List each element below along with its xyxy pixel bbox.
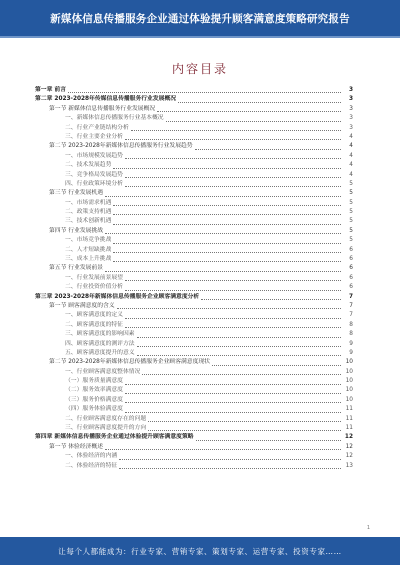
toc-entry-page: 11 [345, 406, 353, 413]
toc-entry[interactable] [35, 330, 353, 339]
toc-entry-text: 二、行业顾客满意度存在的问题 [65, 415, 147, 422]
page-header [0, 0, 400, 36]
toc-entry[interactable] [35, 387, 353, 396]
toc-entry-text: 一、新媒体信息传播服务行业基本概况 [65, 115, 164, 122]
toc-entry[interactable] [35, 95, 353, 104]
toc-entry[interactable] [35, 358, 353, 367]
toc-entry[interactable] [35, 293, 353, 302]
toc-entry-text: 第一章 前言 [35, 86, 67, 93]
toc-entry-text: 二、人才短缺挑战 [65, 246, 112, 253]
toc-dot-leader [125, 326, 341, 328]
toc-entry[interactable] [35, 340, 353, 349]
toc-entry-page: 9 [349, 340, 353, 347]
toc-dot-leader [178, 101, 341, 103]
toc-dot-leader [166, 120, 341, 122]
toc-entry-page: 11 [345, 425, 353, 432]
toc-entry-page: 6 [349, 265, 353, 272]
toc-entry-page: 10 [345, 387, 353, 394]
toc-dot-leader [196, 439, 341, 441]
toc-entry-page: 5 [349, 218, 353, 225]
page-footer [0, 537, 400, 565]
toc-entry-text: 二、行业投资价值分析 [65, 284, 123, 291]
toc-dot-leader [113, 204, 341, 206]
toc-entry[interactable] [35, 321, 353, 330]
toc-entry-page: 3 [348, 86, 353, 93]
toc-entry-text: 三、竞争格局发展趋势 [65, 171, 123, 178]
toc-entry[interactable] [35, 443, 353, 452]
toc-entry[interactable] [35, 246, 353, 255]
toc-entry-text: 第二节 2023-2028年新媒体信息传播服务行业发展趋势 [49, 143, 193, 150]
toc-entry-text: 三、行业顾客满意度提升的方向 [65, 425, 147, 432]
toc-dot-leader [148, 420, 341, 422]
toc-dot-leader [125, 279, 341, 281]
toc-entry-text: 三、顾客满意度的影响因素 [65, 331, 135, 338]
toc-entry-text: 四、顾客满意度的测评方法 [65, 340, 135, 347]
toc-entry-page: 5 [349, 209, 353, 216]
toc-dot-leader [125, 401, 341, 403]
toc-entry[interactable] [35, 199, 353, 208]
toc-entry-page: 5 [349, 237, 353, 244]
toc-entry-page: 10 [345, 368, 353, 375]
toc-entry[interactable] [35, 368, 353, 377]
toc-entry[interactable] [35, 302, 353, 311]
toc-entry-page: 5 [349, 180, 353, 187]
toc-entry[interactable] [35, 405, 353, 414]
toc-entry-page: 9 [349, 349, 353, 356]
toc-dot-leader [117, 307, 341, 309]
toc-entry[interactable] [35, 311, 353, 320]
toc-entry[interactable] [35, 452, 353, 461]
toc-entry-text: （一）服务质量满意度 [65, 378, 123, 385]
toc-dot-leader [119, 467, 341, 469]
toc-dot-leader [131, 129, 341, 131]
toc-entry-text: 二、体验经济的特征 [65, 462, 118, 469]
toc-dot-leader [113, 167, 341, 169]
toc-entry[interactable] [35, 171, 353, 180]
toc-dot-leader [137, 345, 341, 347]
toc-dot-leader [113, 242, 341, 244]
toc-dot-leader [125, 289, 341, 291]
toc-entry-text: 一、行业发展前景展望 [65, 274, 123, 281]
toc-dot-leader [113, 223, 341, 225]
toc-entry-text: 二、政策支持机遇 [65, 209, 112, 216]
toc-entry-text: 第三节 行业发展机遇 [49, 190, 104, 197]
toc-entry-page: 11 [345, 415, 353, 422]
toc-dot-leader [148, 429, 341, 431]
toc-entry-text: 一、市场竞争挑战 [65, 237, 112, 244]
toc-dot-leader [105, 448, 341, 450]
toc-entry-text: 第一节 体验经济概述 [49, 443, 104, 450]
toc-dot-leader [142, 373, 341, 375]
toc-entry-text: 一、市场规模发展趋势 [65, 152, 123, 159]
toc-entry[interactable] [35, 227, 353, 236]
toc-entry-text: 四、行业政策环境分析 [65, 180, 123, 187]
toc-entry-page: 4 [349, 171, 353, 178]
toc-entry-text: 第四节 行业发展挑战 [49, 227, 104, 234]
toc-entry[interactable] [35, 377, 353, 386]
toc-dot-leader [125, 157, 341, 159]
toc-entry-page: 13 [345, 462, 353, 469]
toc-entry[interactable] [35, 349, 353, 358]
toc-dot-leader [125, 138, 341, 140]
toc-entry[interactable] [35, 86, 353, 95]
toc-dot-leader [201, 298, 341, 300]
toc-entry-text: 第二章 2023-2028年传媒信息传播服务行业发展概况 [35, 96, 177, 103]
report-title: 新媒体信息传播服务企业通过体验提升顾客满意度策略研究报告 [50, 13, 350, 25]
toc-entry[interactable] [35, 236, 353, 245]
toc-entry-page: 12 [344, 434, 353, 441]
toc-dot-leader [125, 176, 341, 178]
toc-entry[interactable] [35, 396, 353, 405]
toc-entry-page: 4 [349, 133, 353, 140]
toc-entry-page: 3 [349, 105, 353, 112]
toc-entry-page: 6 [349, 246, 353, 253]
toc-entry-text: 三、行业主要企业分析 [65, 133, 123, 140]
toc-entry-page: 4 [349, 143, 353, 150]
toc-entry-page: 5 [349, 199, 353, 206]
toc-entry-text: 一、行业顾客满意度整体情况 [65, 368, 141, 375]
toc-entry[interactable] [35, 462, 353, 471]
toc-entry[interactable] [35, 255, 353, 264]
toc-entry-text: 第二节 2023-2028年新媒体信息传播服务企业顾客满意度现状 [49, 359, 210, 366]
toc-entry-page: 7 [349, 302, 353, 309]
toc-dot-leader [137, 336, 341, 338]
toc-entry-page: 3 [349, 124, 353, 131]
toc-entry[interactable] [35, 152, 353, 161]
toc-dot-leader [157, 110, 341, 112]
toc-dot-leader [113, 260, 341, 262]
footer-slogan: 让每个人都能成为：行业专家、营销专家、策划专家、运营专家、投资专家…… [58, 547, 342, 556]
toc-entry[interactable] [35, 161, 353, 170]
toc-entry[interactable] [35, 133, 353, 142]
toc-entry-page: 8 [349, 321, 353, 328]
toc-entry-text: 二、行业产业链结构分析 [65, 124, 129, 131]
toc-dot-leader [195, 148, 341, 150]
toc-dot-leader [105, 195, 341, 197]
toc-entry[interactable] [35, 124, 353, 133]
toc-dot-leader [105, 270, 341, 272]
toc-entry-text: 第一节 顾客满意度的含义 [49, 302, 115, 309]
toc-dot-leader [137, 354, 341, 356]
header-rule [0, 36, 400, 38]
toc-entry-text: 第一节 新媒体信息传播服务行业发展概况 [49, 105, 156, 112]
toc-entry-text: （四）服务体验满意度 [65, 406, 123, 413]
toc-entry[interactable] [35, 105, 353, 114]
toc-entry-text: （三）服务价格满意度 [65, 396, 123, 403]
toc-entry[interactable] [35, 189, 353, 198]
toc-entry[interactable] [35, 283, 353, 292]
toc-entry-page: 4 [349, 152, 353, 159]
toc-entry[interactable] [35, 433, 353, 442]
toc-entry-page: 7 [348, 293, 353, 300]
toc-entry-text: 三、成本上升挑战 [65, 256, 112, 263]
toc-entry[interactable] [35, 415, 353, 424]
toc-entry-page: 7 [349, 312, 353, 319]
toc-entry-text: 一、市场需求机遇 [65, 199, 112, 206]
toc-entry[interactable] [35, 114, 353, 123]
toc-entry-page: 10 [345, 378, 353, 385]
toc-entry-text: 一、顾客满意度的定义 [65, 312, 123, 319]
toc-entry-page: 10 [345, 359, 353, 366]
toc-entry[interactable] [35, 424, 353, 433]
toc-entry[interactable] [35, 142, 353, 151]
toc-entry-text: 第三章 2023-2028年新媒体信息传播服务企业顾客满意度分析 [35, 293, 200, 300]
toc-entry-page: 8 [349, 331, 353, 338]
toc-dot-leader [113, 251, 341, 253]
toc-entry-text: 第四章 新媒体信息传播服务企业通过体验提升顾客满意度策略 [35, 434, 194, 441]
toc-entry-text: 二、顾客满意度的特征 [65, 321, 123, 328]
toc-dot-leader [125, 411, 341, 413]
toc-entry-page: 4 [349, 162, 353, 169]
toc-entry-page: 6 [349, 284, 353, 291]
toc-dot-leader [125, 383, 341, 385]
toc-entry-page: 10 [345, 396, 353, 403]
toc-entry[interactable] [35, 217, 353, 226]
toc-title: 内容目录 [171, 62, 228, 76]
toc-entry[interactable] [35, 208, 353, 217]
toc-dot-leader [105, 232, 341, 234]
toc-entry-page: 6 [349, 256, 353, 263]
toc-dot-leader [119, 458, 341, 460]
toc-entry-text: 第五节 行业发展前景 [49, 265, 104, 272]
toc-entry-page: 3 [348, 96, 353, 103]
toc-entry-page: 12 [345, 443, 353, 450]
toc-entry-page: 12 [345, 453, 353, 460]
toc-dot-leader [212, 364, 341, 366]
toc-entry-text: 三、技术创新机遇 [65, 218, 112, 225]
table-of-contents [35, 86, 353, 471]
toc-entry-page: 5 [349, 227, 353, 234]
toc-entry-page: 3 [349, 115, 353, 122]
toc-dot-leader [68, 91, 341, 93]
toc-entry-text: 五、顾客满意度提升的意义 [65, 349, 135, 356]
toc-entry-page: 5 [349, 190, 353, 197]
toc-entry-text: 二、技术发展趋势 [65, 162, 112, 169]
toc-entry-page: 6 [349, 274, 353, 281]
toc-entry-text: 一、体验经济的内涵 [65, 453, 118, 460]
toc-dot-leader [113, 213, 341, 215]
toc-entry[interactable] [35, 264, 353, 273]
toc-entry-text: （二）服务效率满意度 [65, 387, 123, 394]
toc-entry[interactable] [35, 180, 353, 189]
page-number: 1 [366, 525, 370, 531]
toc-entry[interactable] [35, 274, 353, 283]
toc-dot-leader [125, 317, 341, 319]
toc-dot-leader [125, 185, 341, 187]
toc-dot-leader [125, 392, 341, 394]
